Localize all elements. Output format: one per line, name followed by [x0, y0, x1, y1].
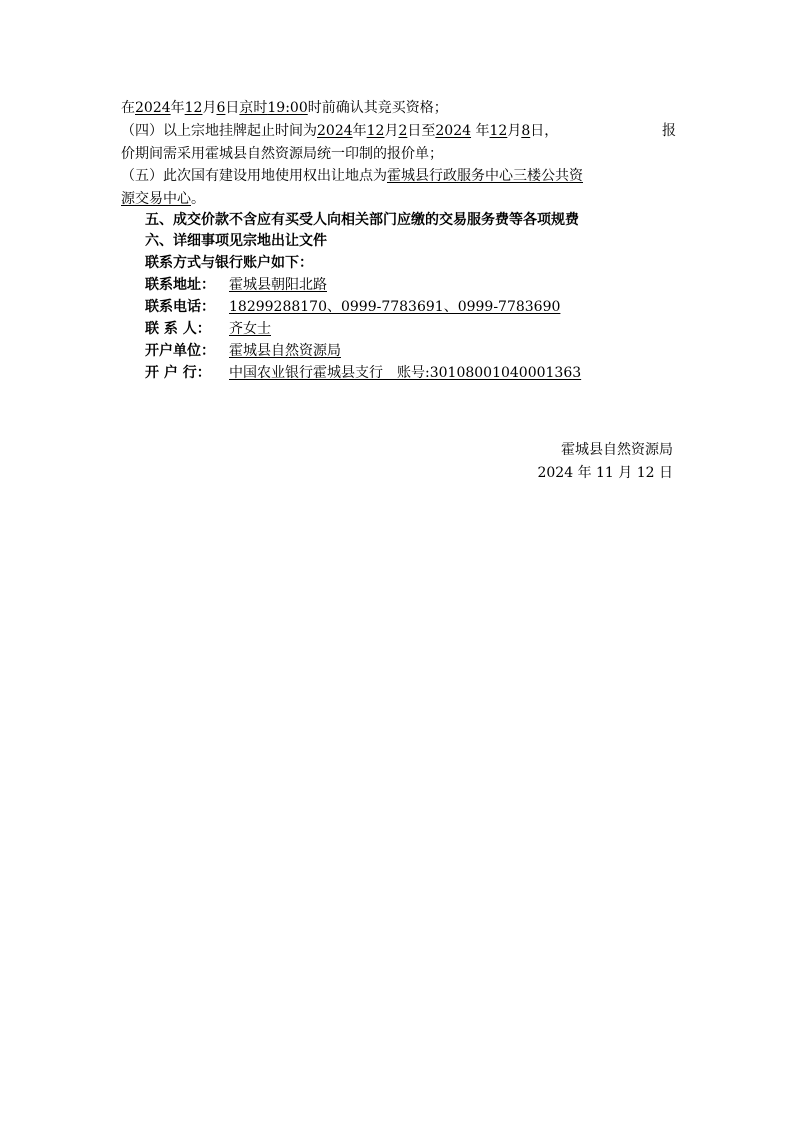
- contact-label: 联 系 人：: [145, 321, 211, 337]
- text: 月: [507, 123, 522, 139]
- section-6-heading: 六、详细事项见宗地出让文件: [145, 233, 327, 249]
- text: 在: [121, 100, 135, 116]
- contact-value: 霍城县自然资源局: [229, 343, 341, 359]
- bank-account: [145, 363, 676, 383]
- start-year: 2024: [317, 123, 353, 139]
- text: 报: [662, 123, 676, 139]
- text: 。: [191, 191, 205, 207]
- text: （五）此次国有建设用地使用权出让地点为: [121, 168, 387, 184]
- contact-label: 开 户 行：: [145, 365, 211, 381]
- deadline-time: 19:00: [267, 100, 308, 116]
- contact-label: 联系地址：: [145, 277, 215, 293]
- text: 年: [170, 100, 185, 116]
- deadline-month: 12: [184, 100, 203, 116]
- end-month: 12: [489, 123, 508, 139]
- contact-person: [145, 319, 676, 339]
- deadline-day: 6: [216, 100, 226, 116]
- location-name: 霍城县行政服务中心三楼公共资: [387, 168, 583, 184]
- section-5-heading: 五、成交价款不含应有买受人向相关部门应缴的交易服务费等各项规费: [145, 212, 579, 228]
- end-day: 8: [521, 123, 531, 139]
- text: 月: [202, 100, 217, 116]
- contact-value: 霍城县朝阳北路: [229, 277, 327, 293]
- start-day: 2: [398, 123, 408, 139]
- signature-date: 2024 年 11 月 12 日: [537, 465, 673, 481]
- start-month: 12: [366, 123, 385, 139]
- text: 时前确认其竞买资格；: [307, 100, 448, 116]
- signature-organization: 霍城县自然资源局: [561, 442, 673, 458]
- deadline-zone: 京时: [239, 100, 268, 116]
- contact-label: 联系电话：: [145, 299, 215, 315]
- contact-heading: 联系方式与银行账户如下：: [145, 255, 313, 271]
- listing-period-line-2: 价期间需采用霍城县自然资源局统一印制的报价单；: [121, 146, 443, 162]
- text: 日至: [407, 123, 436, 139]
- location-line-2: [121, 189, 676, 209]
- location-line: [121, 166, 676, 186]
- text: 年: [352, 123, 367, 139]
- contact-phone: [145, 297, 676, 317]
- location-name-cont: 源交易中心: [121, 191, 191, 207]
- text: 年: [475, 123, 490, 139]
- contact-address: [145, 275, 676, 295]
- listing-period-text: [121, 121, 558, 141]
- text: 日: [225, 100, 240, 116]
- contact-label: 开户单位：: [145, 343, 215, 359]
- text: 月: [384, 123, 399, 139]
- contact-value: 中国农业银行霍城县支行 账号:30108001040001363: [229, 365, 582, 381]
- deadline-line: [121, 98, 676, 118]
- listing-period-line: [121, 121, 676, 141]
- contact-value: 18299288170、0999-7783691、0999-7783690: [229, 299, 561, 315]
- contact-value: 齐女士: [229, 321, 271, 337]
- deadline-year: 2024: [135, 100, 171, 116]
- account-holder: [145, 341, 676, 361]
- text: （四）以上宗地挂牌起止时间为: [121, 123, 317, 139]
- end-year: 2024: [435, 123, 472, 139]
- text: 日，: [530, 123, 559, 139]
